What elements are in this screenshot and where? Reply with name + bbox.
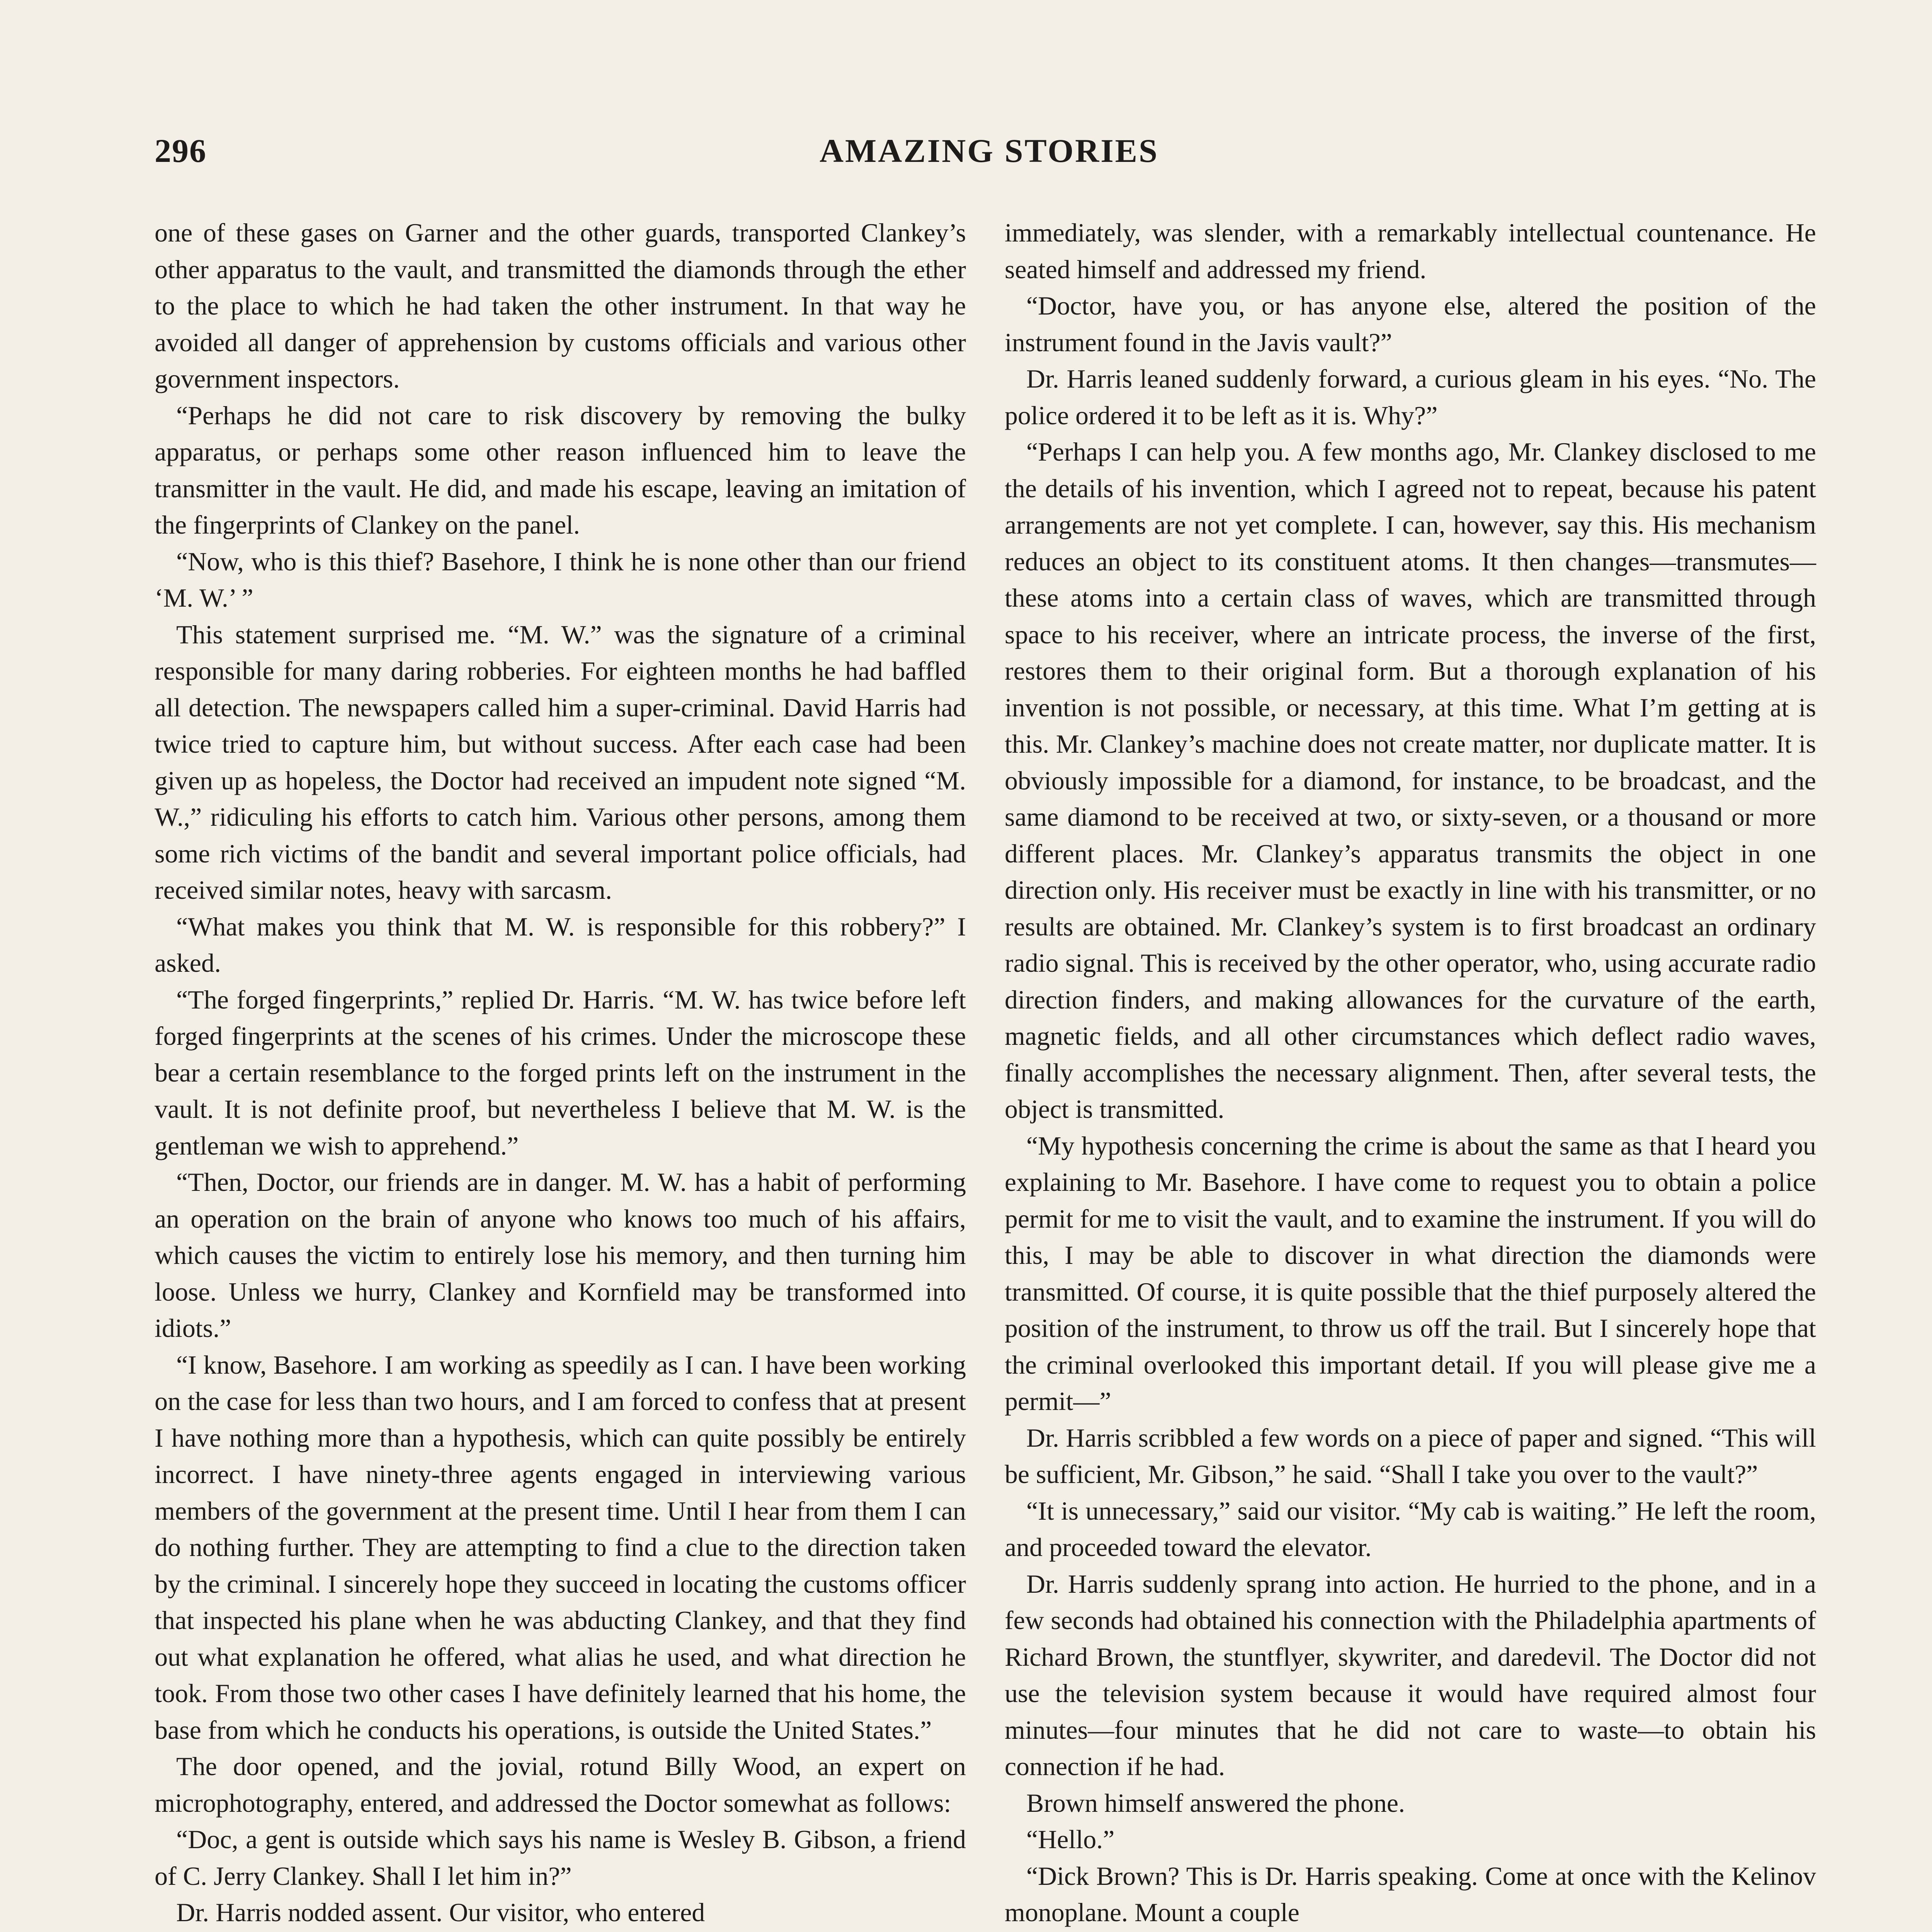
paragraph: The door opened, and the jovial, rotund Billy Wood, an expert on microphotography, entered, and addressed the Doctor somewhat as follows: [155, 1752, 966, 1818]
paragraph: Dr. Harris leaned suddenly forward, a curious gleam in his eyes. “No. The police ordered it to be left as it is. Why?” [1005, 364, 1816, 430]
paragraph: Dr. Harris nodded assent. Our visitor, who entered [176, 1898, 705, 1927]
right-column [1005, 214, 1816, 1931]
paragraph: “Then, Doctor, our friends are in danger. M. W. has a habit of performing an operation on the brain of anyone who knows too much of his affairs, which causes the victim to entirely lose his memory, and then turning him loose. Unless we hurry, Clankey and Kornfield may be transformed into idiots.” [155, 1167, 966, 1343]
paragraph: Brown himself answered the phone. [1026, 1788, 1405, 1818]
page-header [155, 131, 1824, 178]
left-column [155, 214, 966, 1931]
paragraph: “Hello.” [1026, 1825, 1115, 1854]
paragraph: “Dick Brown? This is Dr. Harris speaking. Come at once with the Kelinov monoplane. Mount a couple [1005, 1861, 1816, 1927]
paragraph: immediately, was slender, with a remarkably intellectual countenance. He seated himself and addressed my friend. [1005, 218, 1816, 284]
paragraph: Dr. Harris suddenly sprang into action. He hurried to the phone, and in a few seconds had obtained his connection with the Philadelphia apartments of Richard Brown, the stuntflyer, skywriter, and daredevil. The Doctor did not use the television system because it would have required almost four minutes—four minutes that he did not care to waste—to obtain his connection if he had. [1005, 1569, 1816, 1781]
paragraph: “Doctor, have you, or has anyone else, altered the position of the instrument found in the Javis vault?” [1005, 291, 1816, 357]
paragraph: “I know, Basehore. I am working as speedily as I can. I have been working on the case for less than two hours, and I am forced to confess that at present I have nothing more than a hypothesis, which can quite possibly be entirely incorrect. I have ninety-three agents engaged in interviewing various members of the government at the present time. Until I hear from them I can do nothing further. They are attempting to find a clue to the direction taken by the criminal. I sincerely hope they succeed in locating the customs officer that inspected his plane when he was abducting Clankey, and that they find out what explanation he offered, what alias he used, and what direction he took. From those two other cases I have definitely learned that his home, the base from which he conducts his operations, is outside the United States.” [155, 1350, 966, 1745]
paragraph: one of these gases on Garner and the other guards, transported Clankey’s other apparatus to the vault, and transmitted the diamonds through the ether to the place to which he had taken the other instrument. In that way he avoided all danger of apprehension by customs officials and various other government inspectors. [155, 218, 966, 393]
paragraph: “It is unnecessary,” said our visitor. “My cab is waiting.” He left the room, and proceeded toward the elevator. [1005, 1496, 1816, 1562]
paragraph: “The forged fingerprints,” replied Dr. Harris. “M. W. has twice before left forged fingerprints at the scenes of his crimes. Under the microscope these bear a certain resemblance to the forged prints left on the instrument in the vault. It is not definite proof, but nevertheless I believe that M. W. is the gentleman we wish to apprehend.” [155, 985, 966, 1160]
page-number: 296 [155, 132, 207, 169]
paragraph: “Now, who is this thief? Basehore, I think he is none other than our friend ‘M. W.’ ” [155, 546, 966, 612]
paragraph: This statement surprised me. “M. W.” was the signature of a criminal responsible for many daring robberies. For eighteen months he had baffled all detection. The newspapers called him a super-criminal. David Harris had twice tried to capture him, but without success. After each case had been given up as hopeless, the Doctor had received an impudent note signed “M. W.,” ridiculing his efforts to catch him. Various other persons, among them some rich victims of the bandit and several important police officials, had received similar notes, heavy with sarcasm. [155, 619, 966, 905]
paragraph: “Perhaps he did not care to risk discovery by removing the bulky apparatus, or perhaps some other reason influenced him to leave the transmitter in the vault. He did, and made his escape, leaving an imitation of the fingerprints of Clankey on the panel. [155, 400, 966, 539]
running-title: AMAZING STORIES [819, 132, 1159, 169]
paragraph: “What makes you think that M. W. is responsible for this robbery?” I asked. [155, 912, 966, 978]
paragraph: “My hypothesis concerning the crime is about the same as that I heard you explaining to Mr. Basehore. I have come to request you to obtain a police permit for me to visit the vault, and to examine the instrument. If you will do this, I may be able to discover in what direction the diamonds were transmitted. Of course, it is quite possible that the thief purposely altered the position of the instrument, to throw us off the trail. But I sincerely hope that the criminal overlooked this important detail. If you will please give me a permit—” [1005, 1131, 1816, 1416]
paragraph: “Doc, a gent is outside which says his name is Wesley B. Gibson, a friend of C. Jerry Clankey. Shall I let him in?” [155, 1825, 966, 1891]
paragraph: Dr. Harris scribbled a few words on a piece of paper and signed. “This will be sufficient, Mr. Gibson,” he said. “Shall I take you over to the vault?” [1005, 1423, 1816, 1489]
paragraph: “Perhaps I can help you. A few months ago, Mr. Clankey disclosed to me the details of his invention, which I agreed not to repeat, because his patent arrangements are not yet complete. I can, however, say this. His mechanism reduces an object to its constituent atoms. It then changes—transmutes—these atoms into a certain class of waves, which are transmitted through space to his receiver, where an intricate process, the inverse of the first, restores them to their original form. But a thorough explanation of his invention is not possible, or necessary, at this time. What I’m getting at is this. Mr. Clankey’s machine does not create matter, nor duplicate matter. It is obviously impossible for a diamond, for instance, to be broadcast, and the same diamond to be received at two, or sixty-seven, or a thousand or more different places. Mr. Clankey’s apparatus transmits the object in one direction only. His receiver must be exactly in line with his transmitter, or no results are obtained. Mr. Clankey’s system is to first broadcast an ordinary radio signal. This is received by the other operator, who, using accurate radio direction finders, and making allowances for the curvature of the earth, magnetic fields, and all other circumstances which deflect radio waves, finally accomplishes the necessary alignment. Then, after several tests, the object is transmitted. [1005, 437, 1816, 1124]
